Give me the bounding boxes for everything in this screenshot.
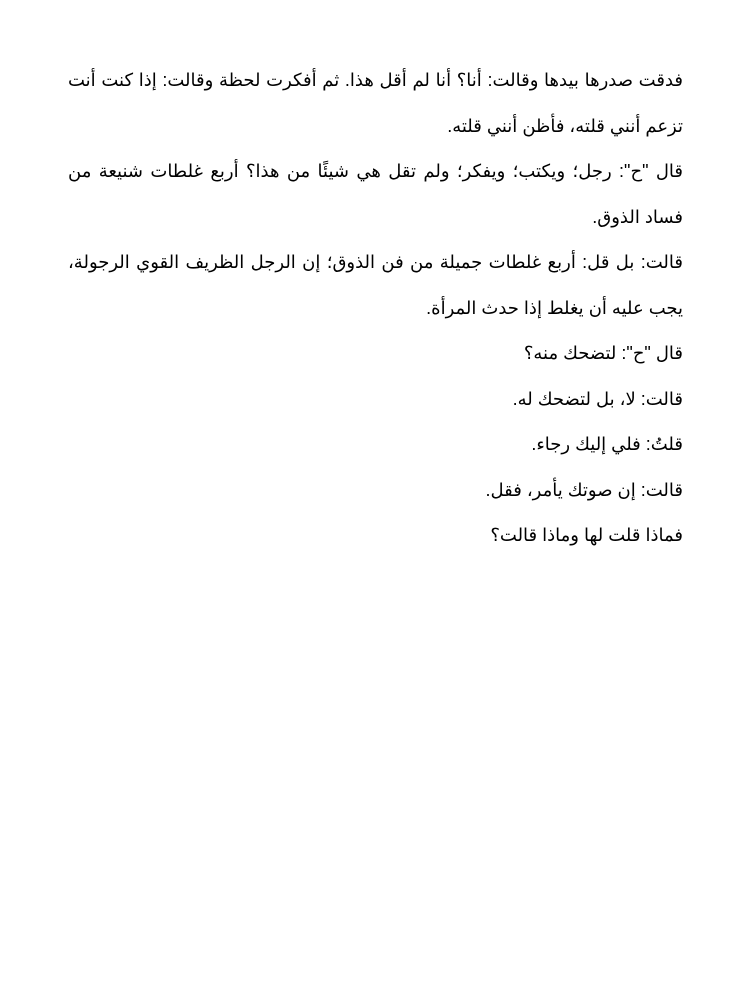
- paragraph: فماذا قلت لها وماذا قالت؟: [490, 525, 683, 545]
- paragraph: قلتُ: فلي إليك رجاء.: [531, 434, 683, 454]
- paragraph: قال "ح": لتضحك منه؟: [523, 343, 683, 363]
- paragraph: قالت: لا، بل لتضحك له.: [512, 388, 683, 409]
- document-page: [68, 58, 683, 559]
- paragraph: قالت: إن صوتك يأمر، فقل.: [485, 479, 683, 500]
- paragraph: قال "ح": رجل؛ ويكتب؛ ويفكر؛ ولم تقل هي شيئًا من هذا؟ أربع غلطات شنيعة من فساد الذوق.: [68, 161, 683, 227]
- paragraph: قالت: بل قل: أربع غلطات جميلة من فن الذوق؛ إن الرجل الظريف القوي الرجولة، يجب عليه أن يغلط إذا حدث المرأة.: [68, 252, 683, 318]
- paragraph: فدقت صدرها بيدها وقالت: أنا؟ أنا لم أقل هذا. ثم أفكرت لحظة وقالت: إذا كنت أنت تزعم أنني قلته، فأظن أنني قلته.: [68, 70, 683, 136]
